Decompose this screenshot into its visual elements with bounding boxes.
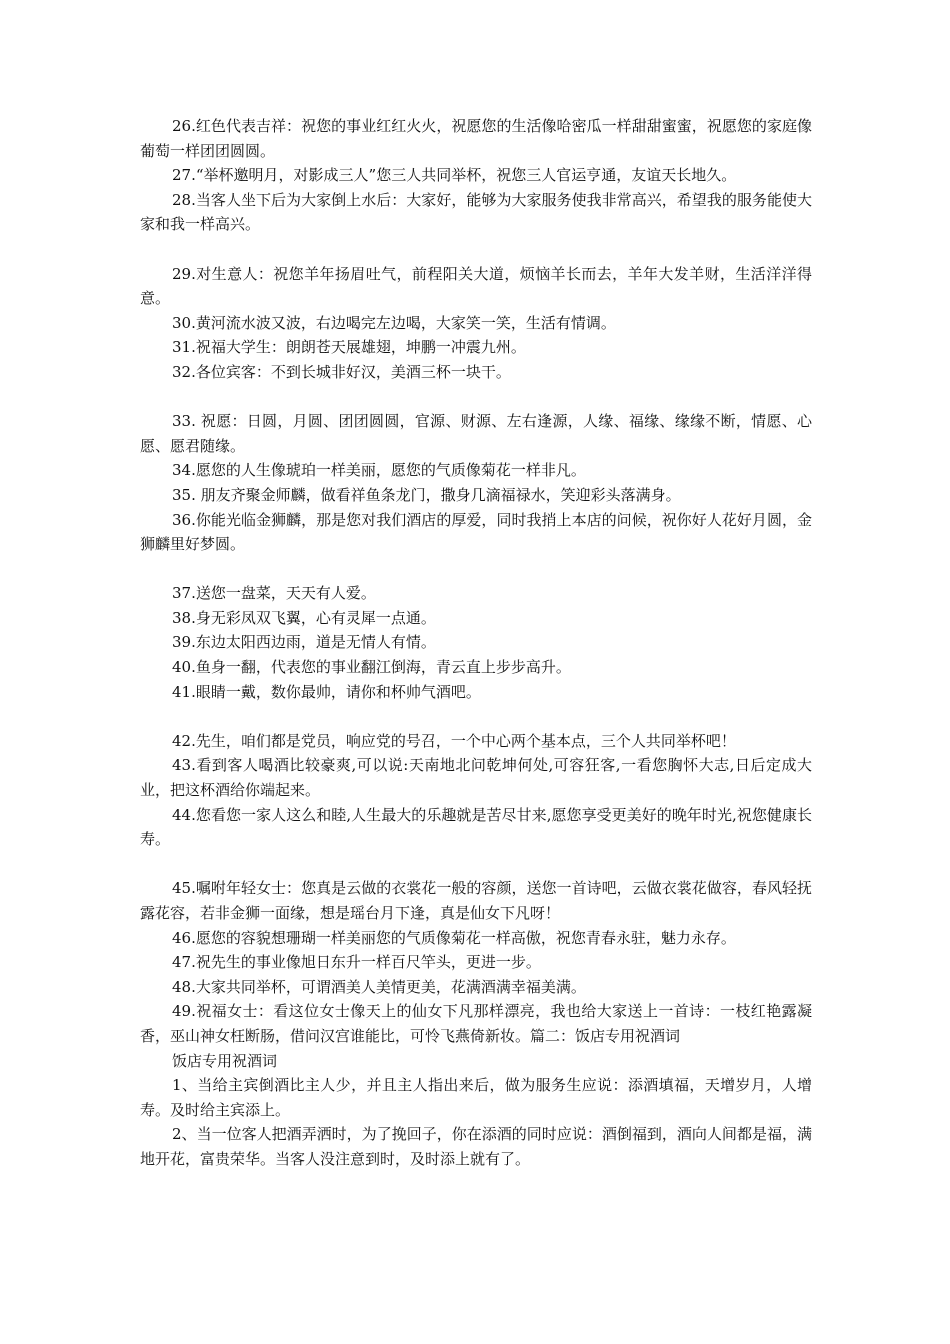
paragraph: 28.当客人坐下后为大家倒上水后：大家好，能够为大家服务使我非常高兴，希望我的服务能使大家和我一样高兴。	[140, 190, 812, 234]
paragraph: 31.祝福大学生：朗朗苍天展雄翅，坤鹏一冲震九州。	[172, 338, 526, 357]
paragraph: 42.先生，咱们都是党员，响应党的号召，一个中心两个基本点，三个人共同举杯吧！	[172, 731, 736, 750]
paragraph: 1、当给主宾倒酒比主人少，并且主人指出来后，做为服务生应说：添酒填福，天增岁月，人增寿。及时给主宾添上。	[140, 1076, 812, 1119]
paragraph: 2、当一位客人把酒弄洒时，为了挽回子，你在添酒的同时应说：酒倒福到，酒向人间都是福，满地开花，富贵荣华。当客人没注意到时，及时添上就有了。	[140, 1125, 812, 1168]
paragraph: 44.您看您一家人这么和睦,人生最大的乐趣就是苦尽甘来,愿您享受更美好的晚年时光,祝您健康长寿。	[140, 805, 812, 849]
paragraph: 35. 朋友齐聚金师麟，做看祥鱼条龙门，撒身几滴福禄水，笑迎彩头落满身。	[172, 485, 681, 504]
document-body	[140, 114, 812, 1172]
paragraph: 39.东边太阳西边雨，道是无情人有情。	[172, 633, 436, 652]
paragraph: 43.看到客人喝酒比较豪爽,可以说:天南地北问乾坤何处,可容狂客,一看您胸怀大志,日后定成大业，把这杯酒给你端起来。	[140, 756, 812, 800]
paragraph: 48.大家共同举杯，可谓酒美人美情更美，花满酒满幸福美满。	[172, 977, 586, 996]
paragraph: 45.嘱咐年轻女士：您真是云做的衣裳花一般的容颜，送您一首诗吧，云做衣裳花做容，春风轻抚露花容，若非金狮一面缘，想是瑶台月下逢，真是仙女下凡呀！	[140, 879, 812, 922]
paragraph: 46.愿您的容貌想珊瑚一样美丽您的气质像菊花一样高傲，祝您青春永驻，魅力永存。	[172, 928, 736, 947]
paragraph: 29.对生意人：祝您羊年扬眉吐气，前程阳关大道，烦恼羊长而去，羊年大发羊财，生活洋洋得意。	[140, 264, 812, 308]
paragraph: 33. 祝愿：日圆，月圆、团团圆圆，官源、财源、左右逢源，人缘、福缘、缘缘不断，情愿、心愿、愿君随缘。	[140, 412, 812, 455]
paragraph-spacer	[140, 852, 812, 877]
paragraph: 38.身无彩凤双飞翼，心有灵犀一点通。	[172, 608, 436, 627]
paragraph: 47.祝先生的事业像旭日东升一样百尺竿头，更进一步。	[172, 953, 541, 972]
paragraph: 40.鱼身一翻，代表您的事业翻江倒海，青云直上步步高升。	[172, 658, 571, 677]
paragraph-spacer	[140, 704, 812, 729]
paragraph-spacer	[140, 237, 812, 262]
paragraph: 饭店专用祝酒词	[172, 1051, 278, 1070]
paragraph: 37.送您一盘菜，天天有人爱。	[172, 584, 376, 603]
paragraph: 32.各位宾客：不到长城非好汉，美酒三杯一块干。	[172, 362, 511, 381]
paragraph: 27.“举杯邀明月，对影成三人”您三人共同举杯，祝您三人官运亨通，友谊天长地久。	[172, 166, 737, 185]
paragraph: 36.你能光临金狮麟，那是您对我们酒店的厚爱，同时我捎上本店的问候，祝你好人花好月圆，金狮麟里好梦圆。	[140, 510, 812, 554]
paragraph: 30.黄河流水波又波，右边喝完左边喝，大家笑一笑，生活有情调。	[172, 313, 616, 332]
paragraph-spacer	[140, 385, 812, 410]
paragraph: 34.愿您的人生像琥珀一样美丽，愿您的气质像菊花一样非凡。	[172, 461, 586, 480]
paragraph: 49.祝福女士：看这位女士像天上的仙女下凡那样漂亮，我也给大家送上一首诗：一枝红艳露凝香，巫山神女枉断肠，借问汉宫谁能比，可怜飞燕倚新妆。篇二：饭店专用祝酒词	[140, 1002, 812, 1045]
paragraph: 41.眼睛一戴，数你最帅，请你和杯帅气酒吧。	[172, 682, 481, 701]
paragraph-spacer	[140, 557, 812, 582]
paragraph: 26.红色代表吉祥：祝您的事业红红火火，祝愿您的生活像哈密瓜一样甜甜蜜蜜，祝愿您的家庭像葡萄一样团团圆圆。	[140, 117, 812, 160]
